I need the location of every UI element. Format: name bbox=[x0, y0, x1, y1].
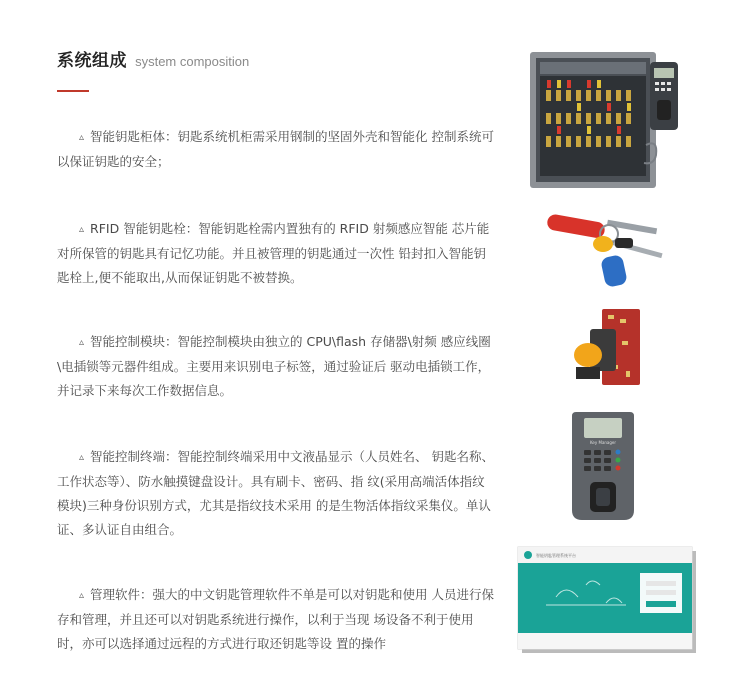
section-rfid-text bbox=[57, 217, 497, 290]
management-software-image bbox=[516, 545, 698, 655]
rfid-key-tags-image bbox=[545, 208, 667, 296]
rfid-description: RFID 智能钥匙栓：智能钥匙栓需内置独有的 RFID 射频感应智能 芯片能对所保管的钥匙具有记忆功能。并且被管理的钥匙通过一次性 铅封扣入智能钥匙栓上,便不能取出,从而保证钥匙不被替换。 bbox=[57, 221, 490, 285]
cabinet-description: 智能钥匙柜体：钥匙系统机柜需采用钢制的坚固外壳和智能化 控制系统可以保证钥匙的安全； bbox=[57, 129, 495, 169]
title-cn: 系统组成 bbox=[57, 51, 127, 71]
section-terminal-text bbox=[57, 445, 497, 542]
section-module-text bbox=[57, 330, 497, 403]
section-title bbox=[57, 46, 249, 71]
control-terminal-image bbox=[570, 406, 636, 524]
triangle-icon: ▵ bbox=[79, 132, 85, 143]
key-cabinet-image bbox=[528, 50, 694, 190]
title-underline bbox=[57, 90, 89, 92]
triangle-icon: ▵ bbox=[79, 590, 85, 601]
module-description: 智能控制模块：智能控制模块由独立的 CPU\flash 存储器\射频 感应线圈\电插锁等元器件组成。主要用来识别电子标签，通过验证后 驱动电插锁工作，并记录下来每次工作数据信息。 bbox=[57, 334, 491, 398]
triangle-icon: ▵ bbox=[79, 224, 85, 235]
control-module-image bbox=[570, 305, 646, 391]
section-software-text bbox=[57, 583, 497, 656]
section-cabinet-text bbox=[57, 125, 497, 174]
terminal-description: 智能控制终端：智能控制终端采用中文液晶显示（人员姓名、 钥匙名称、工作状态等）、防水触摸键盘设计。具有刷卡、密码、指 纹(采用高端活体指纹模块)三种身份识别方式，尤其是指纹技术采用 的是生物活体指纹采集仪。单认证、多认证自由组合。 bbox=[57, 449, 495, 537]
software-description: 管理软件：强大的中文钥匙管理软件不单是可以对钥匙和使用 人员进行保存和管理，并且还可以对钥匙系统进行操作，以利于当现 场设备不利于使用时，亦可以选择通过远程的方式进行取还钥匙等设 置的操作 bbox=[57, 587, 495, 651]
triangle-icon: ▵ bbox=[79, 337, 85, 348]
triangle-icon: ▵ bbox=[79, 452, 85, 463]
software-header-text: 智能钥匙管理系统平台 bbox=[536, 553, 576, 558]
title-en: system composition bbox=[135, 54, 250, 69]
terminal-screen-label: Key Manager bbox=[589, 440, 617, 445]
